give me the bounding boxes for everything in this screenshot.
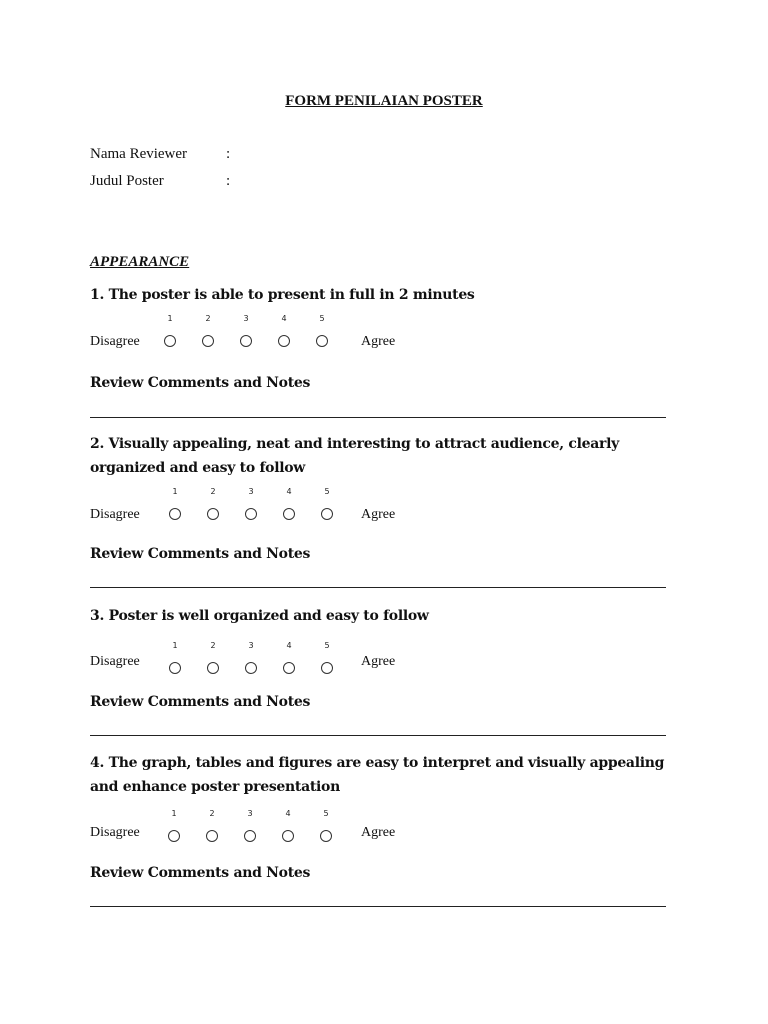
- form-title: FORM PENILAIAN POSTER: [285, 93, 483, 109]
- rating-number: 5: [319, 314, 325, 323]
- poster-title-label: Judul Poster: [90, 173, 164, 189]
- rating-option-3[interactable]: [236, 314, 256, 354]
- rating-number: 2: [210, 641, 216, 650]
- rating-number: 4: [286, 487, 292, 496]
- rating-option-1[interactable]: [164, 809, 184, 849]
- rating-number: 4: [286, 641, 292, 650]
- rating-option-5[interactable]: [312, 314, 332, 354]
- radio-button[interactable]: [321, 662, 333, 674]
- radio-button[interactable]: [168, 830, 180, 842]
- rating-number: 1: [167, 314, 173, 323]
- rating-scale-2: [0, 487, 768, 547]
- review-comments-label-1: Review Comments and Notes: [90, 375, 311, 391]
- rating-number: 2: [205, 314, 211, 323]
- rating-number: 1: [172, 641, 178, 650]
- rating-option-5[interactable]: [317, 641, 337, 681]
- question-2: 2. Visually appealing, neat and interesting to attract audience, clearly organized and easy to follow: [90, 436, 619, 476]
- comment-line-4[interactable]: [90, 906, 666, 907]
- scale-disagree-label: Disagree: [90, 507, 140, 522]
- scale-disagree-label: Disagree: [90, 825, 140, 840]
- review-comments-label-4: Review Comments and Notes: [90, 865, 311, 881]
- rating-number: 3: [248, 487, 254, 496]
- radio-button[interactable]: [240, 335, 252, 347]
- rating-number: 3: [248, 641, 254, 650]
- radio-button[interactable]: [245, 508, 257, 520]
- review-comments-label-2: Review Comments and Notes: [90, 546, 311, 562]
- rating-option-1[interactable]: [160, 314, 180, 354]
- radio-button[interactable]: [321, 508, 333, 520]
- reviewer-name-colon: :: [226, 146, 231, 162]
- rating-option-5[interactable]: [317, 487, 337, 527]
- radio-button[interactable]: [283, 508, 295, 520]
- poster-title-colon: :: [226, 173, 231, 189]
- question-4: 4. The graph, tables and figures are easy to interpret and visually appealing and enhance poster presentation: [90, 755, 665, 795]
- rating-option-1[interactable]: [165, 487, 185, 527]
- scale-disagree-label: Disagree: [90, 654, 140, 669]
- rating-number: 2: [209, 809, 215, 818]
- reviewer-name-label: Nama Reviewer: [90, 146, 188, 162]
- rating-option-2[interactable]: [202, 809, 222, 849]
- radio-button[interactable]: [244, 830, 256, 842]
- radio-button[interactable]: [207, 508, 219, 520]
- comment-line-2[interactable]: [90, 587, 666, 588]
- scale-agree-label: Agree: [361, 507, 396, 522]
- radio-button[interactable]: [278, 335, 290, 347]
- radio-button[interactable]: [283, 662, 295, 674]
- rating-option-3[interactable]: [241, 641, 261, 681]
- radio-button[interactable]: [164, 335, 176, 347]
- rating-number: 1: [172, 487, 178, 496]
- scale-agree-label: Agree: [361, 334, 396, 349]
- radio-button[interactable]: [202, 335, 214, 347]
- rating-option-1[interactable]: [165, 641, 185, 681]
- rating-number: 3: [247, 809, 253, 818]
- rating-option-4[interactable]: [278, 809, 298, 849]
- rating-option-2[interactable]: [203, 641, 223, 681]
- radio-button[interactable]: [320, 830, 332, 842]
- question-3: 3. Poster is well organized and easy to follow: [90, 608, 429, 624]
- scale-agree-label: Agree: [361, 825, 396, 840]
- rating-option-4[interactable]: [279, 487, 299, 527]
- review-comments-label-3: Review Comments and Notes: [90, 694, 311, 710]
- rating-option-2[interactable]: [198, 314, 218, 354]
- comment-line-1[interactable]: [90, 417, 666, 418]
- rating-option-3[interactable]: [240, 809, 260, 849]
- rating-option-2[interactable]: [203, 487, 223, 527]
- rating-number: 1: [171, 809, 177, 818]
- scale-agree-label: Agree: [361, 654, 396, 669]
- radio-button[interactable]: [169, 508, 181, 520]
- question-1: 1. The poster is able to present in full in 2 minutes: [90, 287, 475, 303]
- rating-number: 4: [285, 809, 291, 818]
- rating-number: 5: [324, 487, 330, 496]
- radio-button[interactable]: [282, 830, 294, 842]
- radio-button[interactable]: [206, 830, 218, 842]
- rating-option-3[interactable]: [241, 487, 261, 527]
- rating-option-4[interactable]: [279, 641, 299, 681]
- scale-disagree-label: Disagree: [90, 334, 140, 349]
- rating-scale-1: [0, 314, 768, 374]
- section-heading-appearance: APPEARANCE: [90, 254, 190, 270]
- rating-scale-3: [0, 641, 768, 701]
- radio-button[interactable]: [316, 335, 328, 347]
- rating-scale-4: [0, 809, 768, 869]
- rating-number: 4: [281, 314, 287, 323]
- radio-button[interactable]: [207, 662, 219, 674]
- rating-number: 5: [324, 641, 330, 650]
- rating-option-5[interactable]: [316, 809, 336, 849]
- rating-number: 3: [243, 314, 249, 323]
- rating-number: 2: [210, 487, 216, 496]
- comment-line-3[interactable]: [90, 735, 666, 736]
- radio-button[interactable]: [169, 662, 181, 674]
- rating-number: 5: [323, 809, 329, 818]
- radio-button[interactable]: [245, 662, 257, 674]
- rating-option-4[interactable]: [274, 314, 294, 354]
